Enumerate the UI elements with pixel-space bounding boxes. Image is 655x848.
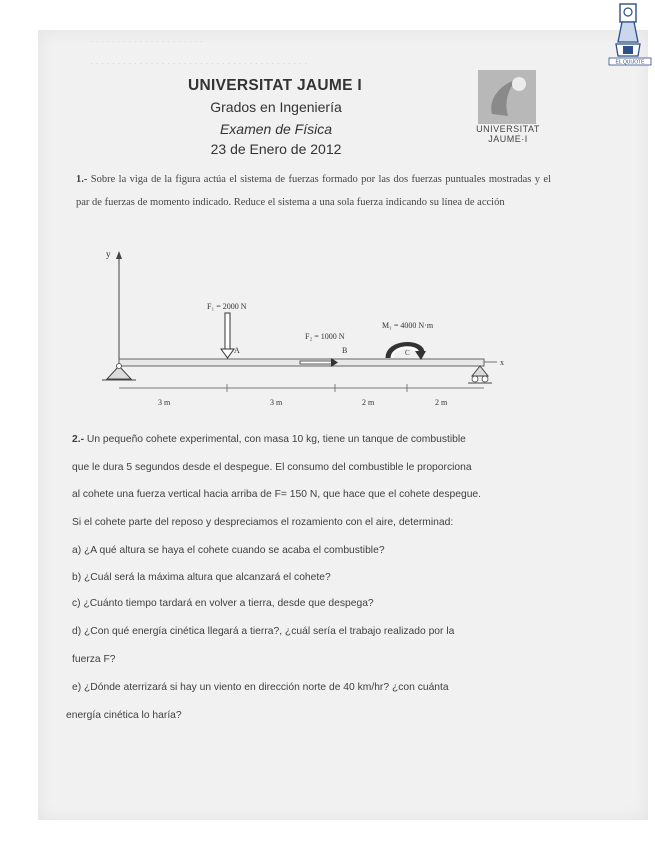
uji-logo-caption: [466, 124, 550, 144]
moment-m1-label: M₁ = 4000 N·m: [382, 321, 434, 330]
dimension-label: 2 m: [435, 398, 448, 407]
point-a-label: A: [234, 346, 240, 355]
dimension-label: 3 m: [158, 398, 171, 407]
problem-2-line-2: que le dura 5 segundos desde el despegue. El consumo del combustible le proporciona: [72, 462, 472, 473]
problem-2-line-3: al cohete una fuerza vertical hacia arriba de F= 150 N, que hace que el cohete despegue.: [72, 489, 482, 500]
beam-diagram: [92, 245, 512, 415]
question-d-line-2: fuerza F?: [72, 654, 116, 665]
problem-2-text: Un pequeño cohete experimental, con masa 10 kg, tiene un tanque de combustible: [86, 434, 466, 445]
x-axis-label: x: [500, 358, 504, 367]
bleed-through-text: · · · · · · · · · · · · · · · · · · · · · · · · · · · · · · · · · · · · · · · ·: [90, 58, 308, 68]
exam-title: Examen de Física: [219, 121, 333, 137]
y-axis-label: y: [106, 249, 111, 259]
force-f2-arrow-icon: [300, 361, 332, 364]
problem-1: [76, 168, 551, 214]
point-b-label: B: [342, 346, 348, 355]
uji-logo-line1: UNIVERSITAT: [476, 124, 540, 134]
question-c: c) ¿Cuánto tiempo tardará en volver a tierra, desde que despega?: [72, 598, 374, 609]
uji-logo-line2: JAUME·I: [488, 134, 528, 144]
exam-date: 23 de Enero de 2012: [210, 141, 342, 157]
point-c-label: C: [405, 349, 410, 357]
force-f1-arrow-icon: [225, 313, 230, 351]
question-e-line-1: e) ¿Dónde aterrizará si hay un viento en dirección norte de 40 km/hr? ¿con cuánta: [72, 682, 449, 693]
force-f1-label: F₁ = 2000 N: [207, 302, 247, 311]
roller-support-icon: [472, 366, 488, 376]
university-title: UNIVERSITAT JAUME I: [188, 77, 362, 94]
problem-1-text: Sobre la viga de la figura actúa el sistema de fuerzas formado por las dos fuerzas puntuales mostradas y el par de fuerzas de momento indicado. Reduce el sistema a una sola fuerza indicando su línea de acción: [76, 174, 551, 208]
y-axis-arrow-icon: [116, 251, 122, 259]
dimension-label: 3 m: [270, 398, 283, 407]
question-e-line-2: energía cinética lo haría?: [66, 710, 182, 721]
crest-logo-text: EL QUIJOTE: [615, 59, 645, 66]
problem-2-line-1: [72, 434, 552, 445]
bleed-through-text: · · · · · · · · · · · · · · · · · · · · ·: [90, 36, 203, 46]
question-d-line-1: d) ¿Con qué energía cinética llegará a tierra?, ¿cuál sería el trabajo realizado por la: [72, 626, 455, 637]
degree-title: Grados en Ingeniería: [210, 99, 342, 115]
problem-2-line-4: Si el cohete parte del reposo y despreciamos el rozamiento con el aire, determinad:: [72, 517, 454, 528]
force-f2-label: F₂ = 1000 N: [305, 332, 345, 341]
crest-logo-icon: [608, 2, 652, 68]
problem-2-number: 2.-: [72, 434, 85, 445]
problem-1-number: 1.-: [76, 174, 88, 185]
question-b: b) ¿Cuál será la máxima altura que alcanzará el cohete?: [72, 572, 331, 583]
question-a: a) ¿A qué altura se haya el cohete cuando se acaba el combustible?: [72, 545, 385, 556]
dimension-label: 2 m: [362, 398, 375, 407]
uji-logo-icon: [478, 70, 536, 124]
